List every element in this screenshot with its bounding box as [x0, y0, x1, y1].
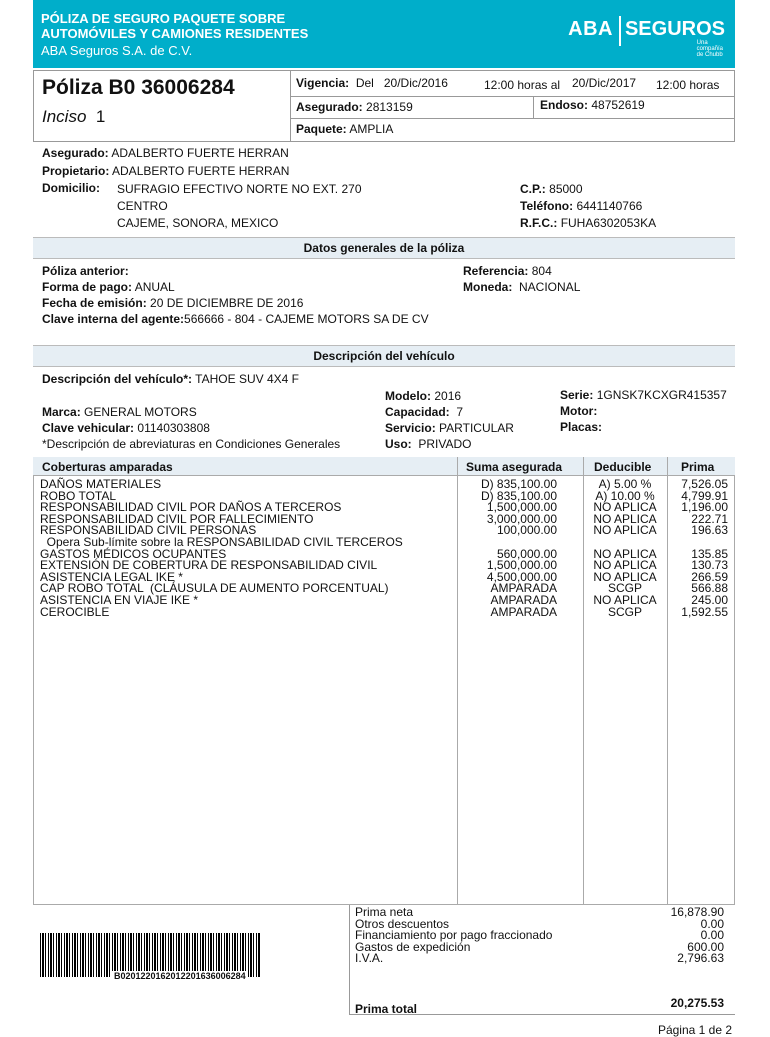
barcode-number: B020122016201220163600628​4: [114, 971, 246, 981]
coverage-premium-2: 1,196.00: [681, 500, 728, 515]
address-label: Domicilio:: [42, 181, 101, 195]
coverage-premium-9: 566.88: [691, 581, 728, 596]
coverage-name-10: ASISTENCIA EN VIAJE IKE *: [40, 592, 199, 607]
coverage-premium-6: 135.85: [691, 546, 728, 561]
total-row-label-2: Financiamiento por pago fraccionado: [355, 928, 553, 942]
coverage-deductible-2: NO APLICA: [593, 500, 657, 515]
coverage-deductible-6: NO APLICA: [593, 546, 657, 561]
policy-number: Póliza B0 36006284: [42, 76, 235, 99]
coverage-header-sum: Suma asegurada: [466, 460, 563, 474]
coverage-premium-8: 266.59: [691, 569, 728, 584]
coverage-sum-4: 100,000.00: [496, 523, 557, 538]
coverage-premium-10: 245.00: [691, 592, 728, 607]
page-number: Página 1 de 2: [657, 1023, 732, 1037]
total-row-label-1: Otros descuentos: [355, 916, 450, 931]
coverage-sum-6: 560,000.00: [496, 546, 557, 561]
contact-info: C.P.: 85000 Teléfono: 6441140766 R.F.C.: FUHA6302053KA: [520, 182, 657, 230]
coverage-name-11: CEROCIBLE: [40, 604, 110, 619]
vehicle-info-left: Marca: GENERAL MOTORS Clave vehicular: 01140303808 *Descripción de abreviaturas en Condiciones Generales: [42, 405, 341, 451]
coverage-deductible-0: A) 5.00 %: [598, 477, 652, 491]
coverage-name-3: RESPONSABILIDAD CIVIL POR FALLECIMIENTO: [40, 511, 314, 526]
coverage-name-6: GASTOS MÉDICOS OCUPANTES: [40, 546, 227, 561]
coverage-sum-1: D) 835,100.00: [480, 488, 557, 503]
coverage-sum-2: 1,500,000.00: [486, 500, 557, 515]
company-name: ABA Seguros S.A. de C.V.: [41, 43, 193, 58]
endoso: Endoso: 48752619: [540, 98, 645, 112]
coverage-name-2: RESPONSABILIDAD CIVIL POR DAÑOS A TERCEROS: [40, 500, 342, 515]
coverage-name-0: DAÑOS MATERIALES: [40, 477, 162, 491]
address: SUFRAGIO EFECTIVO NORTE NO EXT. 270 CENTRO CAJEME, SONORA, MEXICO: [117, 182, 362, 230]
insured-name: Asegurado: ADALBERTO FUERTE HERRAN: [42, 146, 289, 160]
general-data-right: Referencia: 804 Moneda: NACIONAL: [463, 264, 581, 294]
vehicle-info-middle: Modelo: 2016 Capacidad: 7 Servicio: PARTICULAR Uso: PRIVADO: [385, 389, 514, 451]
general-data-heading: Datos generales de la póliza: [33, 237, 735, 259]
coverage-premium-0: 7,526.05: [681, 477, 728, 491]
coverage-name-8: ASISTENCIA LEGAL IKE *: [40, 569, 183, 584]
document-title: PÓLIZA DE SEGURO PAQUETE SOBRE AUTOMÓVILES Y CAMIONES RESIDENTES: [41, 11, 309, 41]
paquete: Paquete: AMPLIA: [296, 122, 394, 136]
total-row-label-4: I.V.A.: [355, 951, 384, 965]
coverage-name-7: EXTENSIÓN DE COBERTURA DE RESPONSABILIDAD CIVIL: [40, 558, 378, 573]
coverage-sum-11: AMPARADA: [490, 604, 557, 619]
coverage-deductible-11: SCGP: [607, 604, 642, 619]
policy-header: PÓLIZA DE SEGURO PAQUETE SOBRE AUTOMÓVILES Y CAMIONES RESIDENTES ABA Seguros S.A. de C.V. ABA SEGUROS Una compañía de Chubb: [33, 0, 735, 68]
coverage-premium-3: 222.71: [691, 511, 728, 526]
coverage-sum-9: AMPARADA: [490, 581, 557, 596]
coverage-premium-1: 4,799.91: [681, 488, 728, 503]
inciso: Inciso 1: [42, 107, 106, 126]
vigencia: Vigencia: Del 20/Dic/2016: [296, 76, 448, 90]
coverage-header-deductible: Deducible: [594, 460, 652, 474]
coverage-name-4: RESPONSABILIDAD CIVIL PERSONAS: [40, 523, 257, 538]
coverage-premium-4: 196.63: [691, 523, 728, 538]
coverage-sum-8: 4,500,000.00: [486, 569, 557, 584]
total-row-value-3: 600.00: [687, 939, 724, 954]
coverage-deductible-9: SCGP: [607, 581, 642, 596]
coverage-deductible-10: NO APLICA: [593, 592, 657, 607]
coverage-header-premium: Prima: [681, 460, 715, 474]
coverage-deductible-4: NO APLICA: [593, 523, 657, 538]
coverage-header-name: Coberturas amparadas: [42, 460, 173, 474]
coverage-name-5: Opera Sub-límite sobre la RESPONSABILIDAD CIVIL TERCEROS: [40, 534, 403, 549]
total-label: Prima total: [355, 1002, 418, 1016]
coverage-deductible-3: NO APLICA: [593, 511, 657, 526]
total-row-label-0: Prima neta: [355, 905, 414, 919]
coverage-name-1: ROBO TOTAL: [40, 488, 117, 503]
coverage-sums: [458, 479, 557, 618]
coverage-deductible-1: A) 10.00 %: [595, 488, 655, 503]
coverage-deductibles: [583, 479, 667, 618]
totals-values: [620, 907, 724, 965]
coverage-sum-7: 1,500,000.00: [486, 558, 557, 573]
coverage-deductible-8: NO APLICA: [593, 569, 657, 584]
coverage-name-9: CAP ROBO TOTAL (CLÁUSULA DE AUMENTO PORCENTUAL): [40, 581, 389, 596]
total-row-value-0: 16,878.90: [670, 905, 724, 919]
vehicle-heading: Descripción del vehículo: [33, 345, 735, 367]
coverage-deductible-7: NO APLICA: [593, 558, 657, 573]
owner-name: Propietario: ADALBERTO FUERTE HERRAN: [42, 164, 290, 178]
total-row-value-4: 2,796.63: [677, 951, 724, 965]
coverage-sum-0: D) 835,100.00: [480, 477, 557, 491]
totals-labels: [355, 907, 552, 965]
coverage-premium-11: 1,592.55: [681, 604, 728, 619]
vehicle-description: Descripción del vehículo*: TAHOE SUV 4X4 F: [42, 372, 299, 386]
coverage-premium-7: 130.73: [691, 558, 728, 573]
coverage-sum-10: AMPARADA: [490, 592, 557, 607]
total-row-value-2: 0.00: [700, 928, 724, 942]
coverage-premiums: [668, 479, 728, 618]
general-data-left: Póliza anterior: Forma de pago: ANUAL Fecha de emisión: 20 DE DICIEMBRE DE 2016 Clave interna del agente:566666 - 804 - CAJEME MOTORS SA DE CV: [42, 264, 429, 326]
vehicle-info-right: Serie: 1GNSK7KCXGR415357 Motor: Placas:: [560, 388, 727, 434]
asegurado-id: Asegurado: 2813159: [296, 100, 413, 114]
total-value: 20,275.53: [670, 996, 724, 1010]
coverage-sum-3: 3,000,000.00: [486, 511, 557, 526]
total-row-value-1: 0.00: [700, 916, 724, 931]
coverage-names: [40, 479, 403, 618]
total-row-label-3: Gastos de expedición: [355, 939, 471, 954]
